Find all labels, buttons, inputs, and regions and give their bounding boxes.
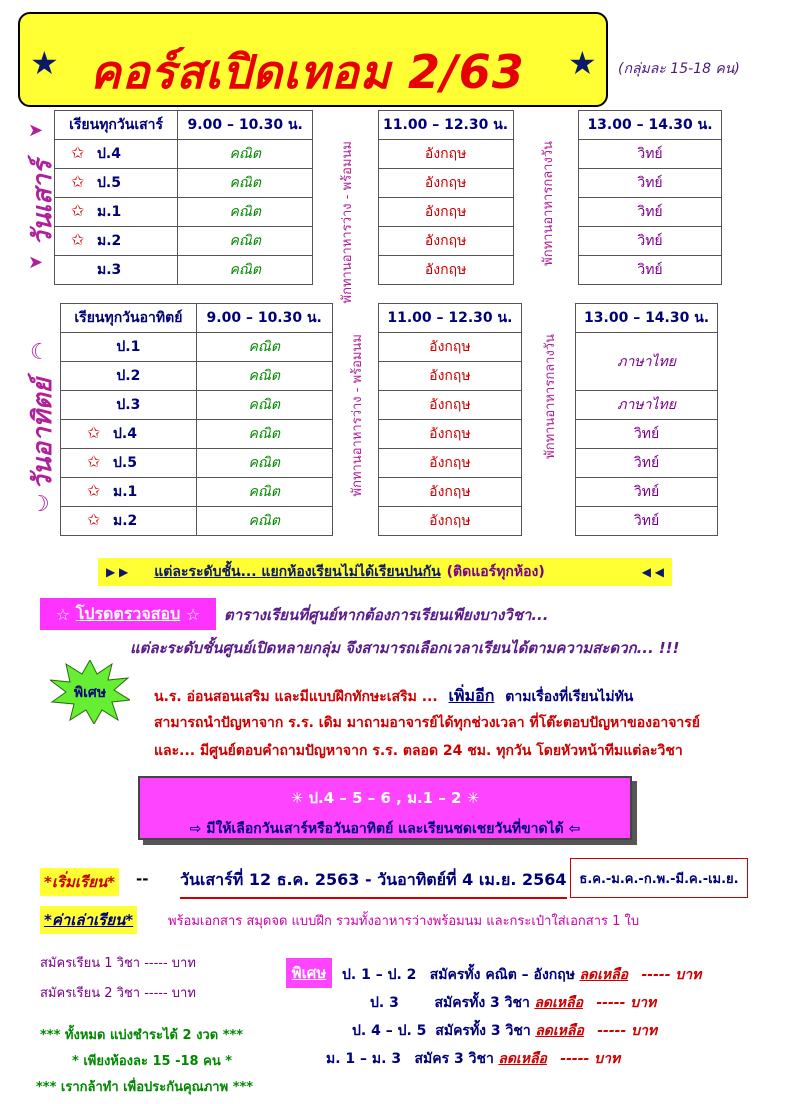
promo-tag: พิเศษ: [286, 958, 332, 988]
saturday-table: [54, 110, 722, 303]
sunday-table: [60, 303, 718, 536]
arrow-icon: ➤: [28, 252, 44, 273]
please-check-label: ☆ โปรดตรวจสอบ ☆: [40, 598, 216, 630]
reg-two-subjects: สมัครเรียน 2 วิชา ----- บาท: [40, 986, 196, 1001]
quality-note: *** เรากล้าทำ เพื่อประกันคุณภาพ ***: [36, 1080, 254, 1095]
time-slot-3: 13.00 – 14.30 น.: [576, 304, 718, 333]
separate-class-banner: [98, 558, 672, 586]
subject-cell: อังกฤษ: [378, 391, 522, 420]
subject-cell: คณิต: [178, 227, 313, 256]
subject-cell: วิทย์: [578, 227, 721, 256]
subject-cell: คณิต: [196, 362, 332, 391]
subject-cell: วิทย์: [578, 169, 721, 198]
subject-cell: วิทย์: [576, 507, 718, 536]
level-label: ม.2: [113, 513, 138, 529]
time-slot-3: 13.00 – 14.30 น.: [578, 111, 721, 140]
star-icon: ★: [568, 44, 597, 82]
check-line-2: แต่ละระดับชั้นศูนย์เปิดหลายกลุ่ม จึงสามารถเลือกเวลาเรียนได้ตามความสะดวก... !!!: [130, 639, 680, 657]
banner-sub-text: (ติดแอร์ทุกห้อง): [446, 564, 545, 580]
table-row: [55, 198, 722, 227]
reg-one-subject: สมัครเรียน 1 วิชา ----- บาท: [40, 956, 196, 971]
subject-cell: อังกฤษ: [378, 198, 513, 227]
table-row: [55, 140, 722, 169]
table-row: [61, 449, 718, 478]
table-row: [61, 333, 718, 362]
star-icon: ☆: [180, 604, 201, 624]
arrow-left-icon: ◀ ◀: [641, 565, 664, 579]
table-header: เรียนทุกวันเสาร์: [55, 111, 178, 140]
time-slot-2: 11.00 – 12.30 น.: [378, 111, 513, 140]
table-row: [55, 227, 722, 256]
star-icon: ✩: [71, 230, 85, 249]
choose-day-box: [138, 776, 632, 840]
subject-cell: อังกฤษ: [378, 507, 522, 536]
subject-cell: วิทย์: [578, 256, 721, 285]
subject-cell: คณิต: [178, 198, 313, 227]
table-row: [55, 169, 722, 198]
arrow-right-icon: ▶ ▶: [106, 565, 129, 579]
class-size-note: * เพียงห้องละ 15 -18 คน *: [72, 1054, 233, 1069]
subject-cell: วิทย์: [578, 140, 721, 169]
star-icon: ★: [30, 44, 59, 82]
star-icon: ✩: [71, 143, 85, 162]
subject-cell: อังกฤษ: [378, 169, 513, 198]
subject-cell: วิทย์: [576, 420, 718, 449]
arrow-icon: ➤: [28, 120, 44, 141]
level-label: ม.2: [97, 233, 122, 249]
subject-cell: อังกฤษ: [378, 140, 513, 169]
subject-cell: วิทย์: [576, 478, 718, 507]
check-line-1: ตารางเรียนที่ศูนย์หากต้องการเรียนเพียงบางวิชา...: [224, 606, 549, 624]
choose-levels: ✳ ป.4 – 5 – 6 , ม.1 – 2 ✳: [290, 789, 480, 807]
level-label: ป.3: [61, 391, 197, 420]
course-dates: วันเสาร์ที่ 12 ธ.ค. 2563 - วันอาทิตย์ที่ 4 เม.ย. 2564: [180, 868, 567, 899]
subject-cell: อังกฤษ: [378, 420, 522, 449]
subject-cell: คณิต: [178, 140, 313, 169]
choose-note: ⇨ มีให้เลือกวันเสาร์หรือวันอาทิตย์ และเรียนชดเชยวันที่ขาดได้ ⇦: [189, 821, 581, 837]
crescent-icon: ☾: [30, 340, 50, 365]
subject-cell: คณิต: [196, 391, 332, 420]
level-label: ป.5: [113, 455, 137, 471]
star-icon: ✩: [87, 452, 101, 471]
subject-cell: คณิต: [196, 420, 332, 449]
special-line-3: และ... มีศูนย์ตอบคำถามปัญหาจาก ร.ร. ตลอด 24 ชม. ทุกวัน โดยหัวหน้าทีมแต่ละวิชา: [154, 743, 683, 759]
special-label: พิเศษ: [73, 685, 107, 701]
star-icon: ✩: [71, 172, 85, 191]
level-label: ป.4: [113, 426, 137, 442]
table-row: [55, 256, 722, 285]
subject-cell: อังกฤษ: [378, 333, 522, 362]
time-slot-1: 9.00 – 10.30 น.: [196, 304, 332, 333]
months-box: ธ.ค.-ม.ค.-ก.พ.-มี.ค.-เม.ย.: [570, 858, 748, 898]
level-label: ม.1: [113, 484, 138, 500]
page-title: คอร์สเปิดเทอม 2/63: [90, 45, 525, 99]
subject-cell: คณิต: [178, 256, 313, 285]
star-icon: ✩: [71, 201, 85, 220]
table-row: [61, 478, 718, 507]
subject-cell: ภาษาไทย: [576, 333, 718, 391]
subject-cell: ภาษาไทย: [576, 391, 718, 420]
subject-cell: คณิต: [196, 478, 332, 507]
break-column: [513, 111, 578, 285]
table-row: [61, 391, 718, 420]
special-line-2: สามารถนำปัญหาจาก ร.ร. เดิม มาถามอาจารย์ได้ทุกช่วงเวลา ที่โต๊ะตอบปัญหาของอาจารย์: [154, 715, 701, 731]
subject-cell: อังกฤษ: [378, 227, 513, 256]
subject-cell: คณิต: [178, 169, 313, 198]
promo-row: ป. 4 – ป. 5 สมัครทั้ง 3 วิชา ลดเหลือ ----- บาท: [352, 1023, 658, 1039]
level-label: ป.1: [61, 333, 197, 362]
break-label: พักทานอาหารกลางวัน: [540, 140, 556, 266]
level-label: ป.2: [61, 362, 197, 391]
crescent-icon: ☽: [30, 492, 50, 517]
special-burst: [50, 660, 130, 724]
subject-cell: อังกฤษ: [378, 478, 522, 507]
sunday-label: วันอาทิตย์: [28, 378, 58, 490]
subject-cell: คณิต: [196, 507, 332, 536]
level-label: ป.5: [97, 175, 121, 191]
special-line-1: น.ร. อ่อนสอนเสริม และมีแบบฝึกทักษะเสริม ... เพิ่มอีก ตามเรื่องที่เรียนไม่ทัน: [154, 686, 634, 705]
break-label: พักทานอาหารว่าง - พร้อมนม: [340, 140, 356, 303]
time-slot-2: 11.00 – 12.30 น.: [378, 304, 522, 333]
break-column: [332, 304, 378, 536]
subject-cell: อังกฤษ: [378, 449, 522, 478]
table-row: [61, 420, 718, 449]
star-icon: ☆: [55, 604, 76, 624]
table-header: เรียนทุกวันอาทิตย์: [61, 304, 197, 333]
subject-cell: วิทย์: [578, 198, 721, 227]
star-icon: ✩: [87, 510, 101, 529]
time-slot-1: 9.00 – 10.30 น.: [178, 111, 313, 140]
subject-cell: อังกฤษ: [378, 362, 522, 391]
fee-description: พร้อมเอกสาร สมุดจด แบบฝึก รวมทั้งอาหารว่างพร้อมนม และกระเป๋าใส่เอกสาร 1 ใบ: [168, 914, 640, 929]
break-column: [313, 111, 378, 303]
dash: --: [136, 870, 149, 888]
subject-cell: คณิต: [196, 333, 332, 362]
table-row: [61, 507, 718, 536]
title-banner: [18, 12, 608, 107]
level-label: ม.1: [97, 204, 122, 220]
installment-note: *** ทั้งหมด แบ่งชำระได้ 2 งวด ***: [40, 1028, 244, 1043]
subject-cell: อังกฤษ: [378, 256, 513, 285]
saturday-label: วันเสาร์: [28, 160, 58, 246]
break-column: [522, 304, 576, 536]
promo-row: ป. 3 สมัครทั้ง 3 วิชา ลดเหลือ ----- บาท: [370, 995, 657, 1011]
subject-cell: คณิต: [196, 449, 332, 478]
subject-cell: วิทย์: [576, 449, 718, 478]
banner-main-text: แต่ละระดับชั้น... แยกห้องเรียนไม่ได้เรียนปนกัน: [154, 564, 441, 580]
level-label: ม.3: [97, 262, 122, 278]
break-label: พักทานอาหารว่าง - พร้อมนม: [349, 333, 365, 496]
start-label: *เริ่มเรียน*: [40, 868, 119, 896]
level-label: ป.4: [97, 146, 121, 162]
break-label: พักทานอาหารกลางวัน: [543, 333, 559, 459]
promo-row: ม. 1 – ม. 3 สมัคร 3 วิชา ลดเหลือ ----- บาท: [326, 1051, 621, 1067]
star-icon: ✩: [87, 481, 101, 500]
promo-row: ป. 1 – ป. 2 สมัครทั้ง คณิต – อังกฤษ ลดเหลือ ----- บาท: [342, 967, 702, 983]
fee-label: *ค่าเล่าเรียน*: [40, 906, 137, 934]
star-icon: ✩: [87, 423, 101, 442]
group-size-note: (กลุ่มละ 15-18 คน): [618, 61, 740, 77]
